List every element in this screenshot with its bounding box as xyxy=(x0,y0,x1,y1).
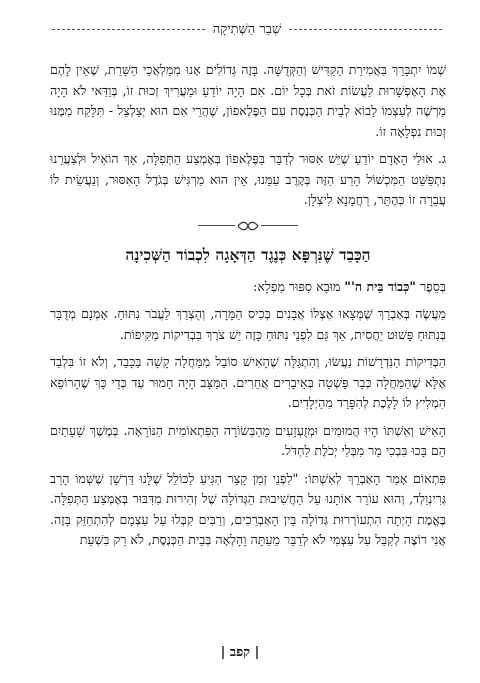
paragraph: הָאִישׁ וְאִשְׁתּוֹ הָיוּ הֲמוּמִים וּמְזֻעְזָעִים מֵהַבְּשׂוֹרָה הַפִּתְאוֹמִית הַנּוֹרָאָה. בְּמֶשֶׁךְ שָׁעָתַיִם הֵם בָּכוּ בִּבְכִי מַר מִבְּלִי יְכֹלֶת לַחְדֹּל. xyxy=(50,422,446,458)
section-divider xyxy=(198,219,298,233)
divider-line-right xyxy=(261,225,298,226)
source-prefix: בְּסֵפֶר xyxy=(415,278,446,294)
divider-line-left xyxy=(198,225,235,226)
paragraph: ג. אוּלַי הָאָדָם יוֹדֵעַ שֶׁיֵּשׁ אִסּוּר לְדַבֵּר בַּפֶּלֶאפוֹן בְּאֶמְצַע הַתְּפִלָּה, אַךְ הוֹאִיל וּלְצַעֲרֵנוּ נִתְפַּשֵּׁט הַמִּכְשׁוֹל הָרַע הַזֶּה בְּקֶרֶב עַמֵּנוּ, אֵין הוּא מַרְגִּישׁ בְּגֹדֶל הָאִסּוּר, וְנַעֲשֵׂית לוֹ עֲבֵרָה זוֹ כְּהֶתֵּר, רַחֲמָנָא לִיצְלָן. xyxy=(50,151,446,207)
header-rule-right xyxy=(289,29,442,30)
page-number: | קפב | xyxy=(220,645,260,660)
paragraph: שְׁמוֹ יִתְבָּרֵךְ בַּאֲמִירַת הַקַּדִּישׁ וְהַקְּדֻשָּׁה. בָּזֶה גְּדוֹלִים אָנוּ מִמַּלְאֲכֵי הַשָּׁרֵת, שֶׁאֵין לָהֶם אֶת הָאֶפְשָׁרוּת לַעֲשׂוֹת זֹאת בְּכָל יוֹם. אִם הָיָה יוֹדֵעַ וּמַעֲרִיךְ זְכוּת זוֹ, בְּוַדַּאי לֹא הָיָה מַרְשֶׁה לְעַצְמוֹ לָבוֹא לְבֵית הַכְּנֶסֶת עִם הַפֶּלֶאפוֹן, שֶׁהֲרֵי אִם הוּא יְצַלְצֵל - תִּלָּקַח מִמֶּנּוּ זְכוּת נִפְלָאָה זוֹ. xyxy=(50,62,446,139)
source-line xyxy=(50,277,446,298)
running-title: שְׁבַר הַשְּׁתִיקָה xyxy=(212,22,282,37)
paragraph: הַבְּדִיקוֹת הַנִּדְרָשׁוֹת נַעֲשׂוּ, וְהִתְגַּלָּה שֶׁהָאִישׁ סוֹבֵל מִמַּחֲלָה קָשָׁה בַּכָּבֵד, וְלֹא זוֹ בִּלְבַד אֶלָּא שֶׁהַמַּחֲלָה כְּבָר פָּשְׁטָה בְּאֵיבָרִים אֲחֵרִים. הַמַּצָּב הָיָה חָמוּר עַד כְּדֵי כָּךְ שֶׁהָרוֹפֵא הִמְלִיץ לוֹ לָלֶכֶת לְהִפָּרֵד מִהַיְלָדִים. xyxy=(50,354,446,410)
body-text xyxy=(50,60,446,558)
paragraph: פִּתְאוֹם אָמַר הָאַבְרֵךְ לְאִשְׁתּוֹ: "לִפְנֵי זְמַן קָצָר הִגִּיעַ לַכּוֹלֵל שֶׁלָּנוּ דַּרְשָׁן שֶׁשְּׁמוֹ הָרַב גְּרִינְוַלְד, וְהוּא עוֹרֵר אוֹתָנוּ עַל הַחֲשִׁיבוּת הַגְּדוֹלָה שֶׁל זְהִירוּת מִדִּבּוּר בְּאֶמְצַע הַתְּפִלָּה. בֶּאֱמֶת הָיְתָה הִתְעוֹרְרוּת גְּדוֹלָה בֵּין הָאַבְרֵכִים, וְרַבִּים קִבְּלוּ עַל עַצְמָם לְהִתְחַזֵּק בָּזֶה. אֲנִי רוֹצֶה לְקַבֵּל עַל עַצְמִי לֹא לְדַבֵּר מֵעַתָּה וָהָלְאָה בְּבֵית הַכְּנֶסֶת, לֹא רַק בִּשְׁעַת xyxy=(50,470,446,547)
source-book-title: "כְּבוֹד בֵּית ה'" xyxy=(344,278,416,294)
paragraph: מַעֲשֶׂה בְּאַבְרֵךְ שֶׁמְּצָאוּ אֶצְלוֹ אֲבָנִים בְּכִיס הַמָּרָה, וְהֻצְרַךְ לַעֲבֹר נִתּוּחַ. אָמְנָם מְדֻבָּר בְּנִתּוּחַ פָּשׁוּט יַחֲסִית, אַךְ גַּם לִפְנֵי נִתּוּחַ כָּזֶה יֵשׁ צֹרֶךְ בִּבְדִיקוֹת מַקִּיפוֹת. xyxy=(50,306,446,342)
section-heading: הַכָּבֵד שֶׁנִּרְפָּא כְּנֶגֶד הַדְּאָגָה לִכְבוֹד הַשְּׁכִינָה xyxy=(125,244,371,264)
ornament-icon xyxy=(237,221,259,231)
header-rule-left xyxy=(52,29,205,30)
running-header xyxy=(52,16,442,42)
source-suffix: מוּבָא סִפּוּר מַפְלָא: xyxy=(253,278,345,294)
